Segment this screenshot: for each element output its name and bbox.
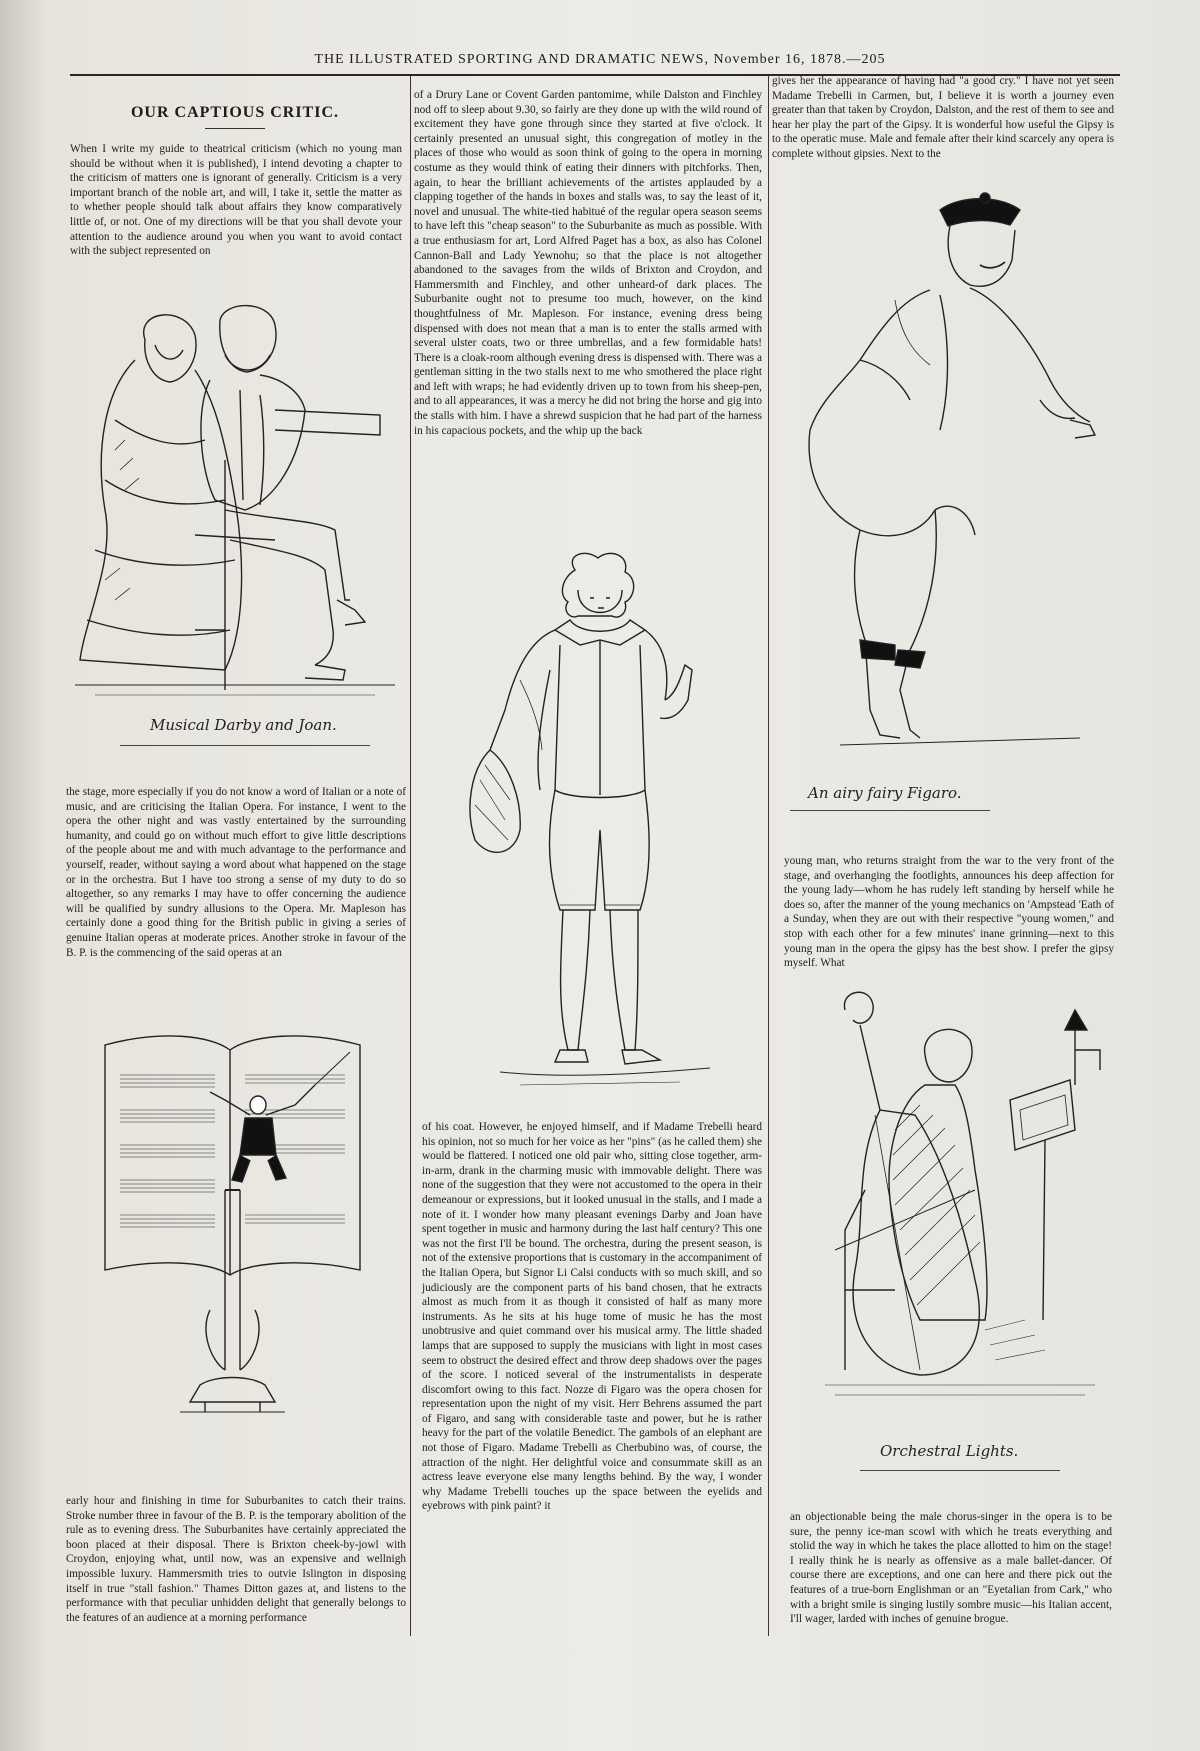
title-rule <box>205 128 265 129</box>
column-divider-1 <box>410 76 411 1636</box>
col1-bottom-text: early hour and finishing in time for Suburbanites to catch their trains. Stroke number three in favour of the B. P. is the temporary abolition of the rule as to evening dress. The Suburbanites have certainly appreciated the boon placed at their disposal. There is Brixton cheek-by-jowl with Croydon, enjoying what, until now, was an expensive and wellnigh impossible luxury. Hammersmith tries to outvie Islington in disposing itself in true "stall fashion." Thames Ditton gazes at, and listens to the performance with that peculiar unhidden delight that generally belongs to the features of an audience at a morning performance <box>66 1495 406 1624</box>
caption-orchestral-lights: Orchestral Lights. <box>880 1442 1019 1460</box>
article-title: OUR CAPTIOUS CRITIC. <box>130 104 340 121</box>
col3-top-text: gives her the appearance of having had "a good cry." I have not yet seen Madame Trebelli in Carmen, but, I believe it is worth a journey even greater than that taken by Croydon, Dalston, and the rest of them to see and hear her play the part of the Gipsy. It is wonderful how useful the Gipsy is to the operatic muse. Male and female after their kind scarcely any opera is complete without gipsies. Next to the <box>772 75 1114 160</box>
column-divider-2 <box>768 76 769 1636</box>
caption-rule-2 <box>790 810 990 811</box>
col1-middle-text: the stage, more especially if you do not know a word of Italian or a note of music, and are criticising the Italian Opera. For instance, I went to the opera the other night and was vastly entertained by the surrounding humanity, and could go on without much effort to give little descriptions of the people about me and with much advantage to the performance and yourself, reader, without saying a word about what happened on the stage or in the orchestra. But I have too strong a sense of my duty to do so altogether, so any remarks I may have to offer concerning the audience will be qualified by sundry allusions to the Opera. Mr. Mapleson has certainly done a good thing for the British public in giving a series of genuine Italian operas at moderate prices. Another stroke in favour of the B. P. is the commencing of the said operas at an <box>66 786 406 959</box>
col3-bottom-text: an objectionable being the male chorus-singer in the opera is to be sure, the penny ice-man scowl with which he treats everything and stolid the way in which he takes the place allotted to him on the stage! I really think he is nearly as offensive as a male ballet-dancer. Of course there are exceptions, and one can here and there pick out the features of a true-born Englishman or an "Eyetalian from Cark," who with a bright smile is singing lustily sombre music—his Italian accent, I'll wager, larded with inches of genuine brogue. <box>790 1511 1112 1626</box>
col3-middle-text: young man, who returns straight from the war to the very front of the stage, and overhanging the footlights, announces his deep affection for the young lady—whom he has rudely left standing by herself while he does so, after the manner of the young mechanics on 'Ampstead 'Eath of a Sunday, when they are out with their respective "young women," and stop with each other for a few minutes' inane grinning—next to this young man in the opera the gipsy has the best show. I prefer the gipsy myself. What <box>784 855 1114 970</box>
caption-darby-joan: Musical Darby and Joan. <box>150 716 337 734</box>
col2-bottom-text: of his coat. However, he enjoyed himself, and if Madame Trebelli heard his opinion, not so much for her voice as her "pins" (as he called them) she would be flattered. I noticed one old pair who, sitting close together, arm-in-arm, drank in the charming music with immovable delight. There was none of the suggestion that they were not accustomed to the opera in their demeanour or expressions, but it looked unusual in the stalls, and I made a note of it. I wonder how many pleasant evenings Darby and Joan have spent together in music and harmony during the last half century? This one was not the first I'll be bound. The orchestra, during the present season, is not of the extensive proportions that is customary in the accompaniment of the Italian Opera, but Signor Li Calsi conducts with so much skill, and so judiciously are the component parts of his band chosen, that he extracts almost as much from it as though it consisted of half as many more instruments. As he sits at his huge tome of music he has the most unobtrusive and quiet command over his musical army. The little shaded lamps that are supposed to supply the musicians with light in most cases seem to obstruct the desired effect and throw deep shadows over the pages of the score. I noticed several of the instrumentalists in desperate discomfort owing to this fact. Nozze di Figaro was the opera chosen for representation upon the night of my visit. Herr Behrens assumed the part of Figaro, and sang with considerable taste and power, but he is rather heavy for the part of the volatile Benedict. The gambols of an elephant are not those of Figaro. Madame Trebelli as Cherbubino was, of course, the attraction of the night. Her delightful voice and consummate skill as an actress leave everyone else many lengths behind. By the way, I wonder why Madame Trebelli touches up the space between the eyelids and eyebrows with pink paint? it <box>422 1121 762 1513</box>
caption-fairy-figaro: An airy fairy Figaro. <box>808 784 962 802</box>
airy-figaro-illustration <box>800 190 1100 750</box>
figaro-boy-illustration <box>460 550 730 1120</box>
darby-and-joan-illustration <box>75 300 395 710</box>
caption-rule-1 <box>120 745 370 746</box>
orchestral-lights-illustration <box>825 990 1105 1420</box>
col2-top-text: of a Drury Lane or Covent Garden pantomime, while Dalston and Finchley nod off to sleep about 9.30, so fairly are they done up with the wild round of excitement they have gone through since they started at five o'clock. It certainly presented an unusual sight, this congregation of motley in the places of those who would as soon think of going to the opera in morning costume as they would think of eating their dinners with pitchforks. Then, again, to hear the brilliant achievements of the artistes applauded by a clapping together of the hands in boxes and stalls was, to say the least of it, novel and unusual. The white-tied habitué of the regular opera season seems to have left this "cheap season" to the Suburbanite as much as possible. With a true enthusiasm for art, Lord Alfred Paget has a box, as also has Colonel Cannon-Ball and Lady Yewnohu; so that the place is not altogether abandoned to the savages from the wilds of Brixton and Croydon, and Hammersmith and Finchley, and other unheard-of dark places. The Suburbanite ought not to presume too much, however, on the kind thoughtfulness of Mr. Mapleson. For instance, evening dress being dispensed with does not mean that a man is to enter the stalls armed with several ulster coats, two or three umbrellas, and a few formidable hats! There is a cloak-room although evening dress is dispensed with. There was a gentleman sitting in the two stalls next to me who smothered the place right and left with wraps; he had evidently driven up to town from his sheep-pen, and to all appearances, it was a mercy he did not bring the horse and gig into the stalls with him. I have a shrewd suspicion that he had part of the harness in his capacious pockets, and the whip up the back <box>414 89 762 437</box>
running-header: THE ILLUSTRATED SPORTING AND DRAMATIC NEWS, November 16, 1878.—205 <box>314 52 886 67</box>
col1-top-text: When I write my guide to theatrical criticism (which no young man should be without when it is published), I intend devoting a chapter to the criticism of matters one is ignorant of generally. Criticism is a very important branch of the noble art, and will, I take it, settle the matter as to whether people should talk about affairs they know comparatively little of, or not. One of my directions will be that you shall devote your attention to the audience around you when you want to avoid contact with the subject represented on <box>70 143 402 258</box>
caption-rule-3 <box>860 1470 1060 1471</box>
conductor-score-illustration <box>100 1030 370 1420</box>
